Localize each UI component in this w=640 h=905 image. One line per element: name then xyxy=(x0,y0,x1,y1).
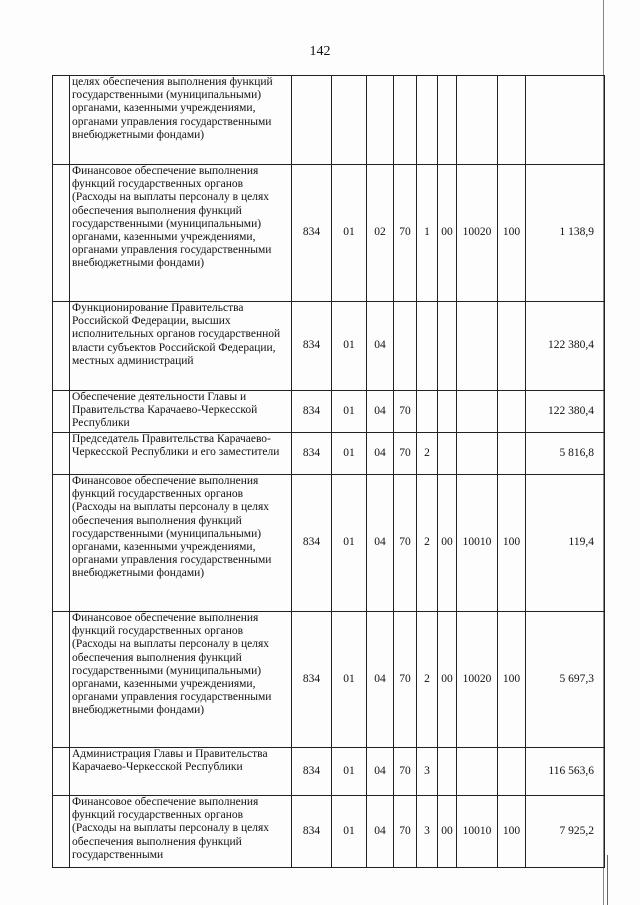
subprogram-code-cell xyxy=(417,76,438,165)
section-code-cell: 01 xyxy=(332,391,367,433)
program-code-cell: 70 xyxy=(394,612,417,748)
subprogram-code-cell: 2 xyxy=(417,433,438,475)
direction-code-cell xyxy=(457,302,498,391)
department-code-cell: 834 xyxy=(292,475,332,612)
table-row xyxy=(53,76,605,165)
margin-cell xyxy=(53,748,70,796)
description-cell: Финансовое обеспечение выполнения функций государственных органов (Расходы на выплаты персоналу в целях обеспечения выполнения функций государственными (муниципальными) органами, казенными учреждениями, органами управления государственными внебюджетными фондами) xyxy=(70,165,292,302)
department-code-cell: 834 xyxy=(292,391,332,433)
main-activity-code-cell: 00 xyxy=(438,165,457,302)
table-row xyxy=(53,302,605,391)
margin-cell xyxy=(53,391,70,433)
description-cell: Финансовое обеспечение выполнения функций государственных органов (Расходы на выплаты персоналу в целях обеспечения выполнения функций государственными (муниципальными) органами, казенными учреждениями, органами управления государственными внебюджетными фондами) xyxy=(70,475,292,612)
margin-cell xyxy=(53,475,70,612)
main-activity-code-cell xyxy=(438,748,457,796)
description-cell: Финансовое обеспечение выполнения функций государственных органов (Расходы на выплаты персоналу в целях обеспечения выполнения функций государственными (муниципальными) органами, казенными учреждениями, органами управления государственными внебюджетными фондами) xyxy=(70,612,292,748)
program-code-cell: 70 xyxy=(394,433,417,475)
table-body xyxy=(53,76,605,868)
section-code-cell: 01 xyxy=(332,475,367,612)
subsection-code-cell: 04 xyxy=(367,612,394,748)
expense-type-cell xyxy=(498,391,526,433)
subsection-code-cell: 04 xyxy=(367,475,394,612)
subprogram-code-cell: 2 xyxy=(417,475,438,612)
section-code-cell: 01 xyxy=(332,433,367,475)
expense-type-cell: 100 xyxy=(498,796,526,868)
main-activity-code-cell xyxy=(438,302,457,391)
department-code-cell: 834 xyxy=(292,796,332,868)
description-cell: Обеспечение деятельности Главы и Правительства Карачаево-Черкесской Республики xyxy=(70,391,292,433)
description-cell: Функционирование Правительства Российской Федерации, высших исполнительных органов государственной власти субъектов Российской Федерации, местных администраций xyxy=(70,302,292,391)
direction-code-cell xyxy=(457,748,498,796)
main-activity-code-cell: 00 xyxy=(438,796,457,868)
section-code-cell: 01 xyxy=(332,612,367,748)
amount-cell: 119,4 xyxy=(526,475,605,612)
subsection-code-cell: 04 xyxy=(367,796,394,868)
expense-type-cell: 100 xyxy=(498,165,526,302)
margin-cell xyxy=(53,76,70,165)
margin-cell xyxy=(53,433,70,475)
direction-code-cell xyxy=(457,76,498,165)
description-cell: Финансовое обеспечение выполнения функций государственных органов (Расходы на выплаты персоналу в целях обеспечения выполнения функций государственными xyxy=(70,796,292,868)
program-code-cell: 70 xyxy=(394,796,417,868)
section-code-cell: 01 xyxy=(332,748,367,796)
department-code-cell: 834 xyxy=(292,612,332,748)
department-code-cell: 834 xyxy=(292,165,332,302)
subsection-code-cell: 04 xyxy=(367,433,394,475)
margin-cell xyxy=(53,165,70,302)
subprogram-code-cell: 3 xyxy=(417,748,438,796)
amount-cell: 5 697,3 xyxy=(526,612,605,748)
direction-code-cell: 10020 xyxy=(457,612,498,748)
table-row xyxy=(53,391,605,433)
program-code-cell xyxy=(394,302,417,391)
table-row xyxy=(53,796,605,868)
subprogram-code-cell: 1 xyxy=(417,165,438,302)
amount-cell: 122 380,4 xyxy=(526,391,605,433)
margin-cell xyxy=(53,302,70,391)
subsection-code-cell xyxy=(367,76,394,165)
expense-type-cell: 100 xyxy=(498,475,526,612)
subprogram-code-cell xyxy=(417,302,438,391)
description-cell: целях обеспечения выполнения функций государственными (муниципальными) органами, казенными учреждениями, органами управления государственными внебюджетными фондами) xyxy=(70,76,292,165)
table-row xyxy=(53,165,605,302)
table-row xyxy=(53,748,605,796)
subprogram-code-cell xyxy=(417,391,438,433)
program-code-cell: 70 xyxy=(394,748,417,796)
direction-code-cell: 10010 xyxy=(457,475,498,612)
department-code-cell: 834 xyxy=(292,302,332,391)
subsection-code-cell: 04 xyxy=(367,391,394,433)
subsection-code-cell: 04 xyxy=(367,302,394,391)
main-activity-code-cell xyxy=(438,76,457,165)
direction-code-cell: 10020 xyxy=(457,165,498,302)
program-code-cell: 70 xyxy=(394,475,417,612)
direction-code-cell xyxy=(457,433,498,475)
direction-code-cell: 10010 xyxy=(457,796,498,868)
subprogram-code-cell: 3 xyxy=(417,796,438,868)
table-row xyxy=(53,612,605,748)
description-cell: Председатель Правительства Карачаево-Черкесской Республики и его заместители xyxy=(70,433,292,475)
amount-cell: 7 925,2 xyxy=(526,796,605,868)
table-row xyxy=(53,475,605,612)
main-activity-code-cell xyxy=(438,391,457,433)
section-code-cell: 01 xyxy=(332,796,367,868)
program-code-cell: 70 xyxy=(394,165,417,302)
description-cell: Администрация Главы и Правительства Карачаево-Черкесской Республики xyxy=(70,748,292,796)
amount-cell xyxy=(526,76,605,165)
department-code-cell xyxy=(292,76,332,165)
margin-cell xyxy=(53,612,70,748)
amount-cell: 122 380,4 xyxy=(526,302,605,391)
expense-type-cell: 100 xyxy=(498,612,526,748)
amount-cell: 116 563,6 xyxy=(526,748,605,796)
subprogram-code-cell: 2 xyxy=(417,612,438,748)
section-code-cell: 01 xyxy=(332,302,367,391)
section-code-cell: 01 xyxy=(332,165,367,302)
expense-type-cell xyxy=(498,748,526,796)
amount-cell: 5 816,8 xyxy=(526,433,605,475)
main-activity-code-cell: 00 xyxy=(438,612,457,748)
table-row xyxy=(53,433,605,475)
subsection-code-cell: 04 xyxy=(367,748,394,796)
main-activity-code-cell xyxy=(438,433,457,475)
section-code-cell xyxy=(332,76,367,165)
margin-cell xyxy=(53,796,70,868)
page-edge-line-lower xyxy=(607,855,608,905)
expense-type-cell xyxy=(498,76,526,165)
program-code-cell xyxy=(394,76,417,165)
department-code-cell: 834 xyxy=(292,433,332,475)
page-number: 142 xyxy=(309,44,331,59)
main-activity-code-cell: 00 xyxy=(438,475,457,612)
program-code-cell: 70 xyxy=(394,391,417,433)
direction-code-cell xyxy=(457,391,498,433)
expense-type-cell xyxy=(498,302,526,391)
department-code-cell: 834 xyxy=(292,748,332,796)
subsection-code-cell: 02 xyxy=(367,165,394,302)
amount-cell: 1 138,9 xyxy=(526,165,605,302)
expense-type-cell xyxy=(498,433,526,475)
budget-table xyxy=(52,75,605,868)
